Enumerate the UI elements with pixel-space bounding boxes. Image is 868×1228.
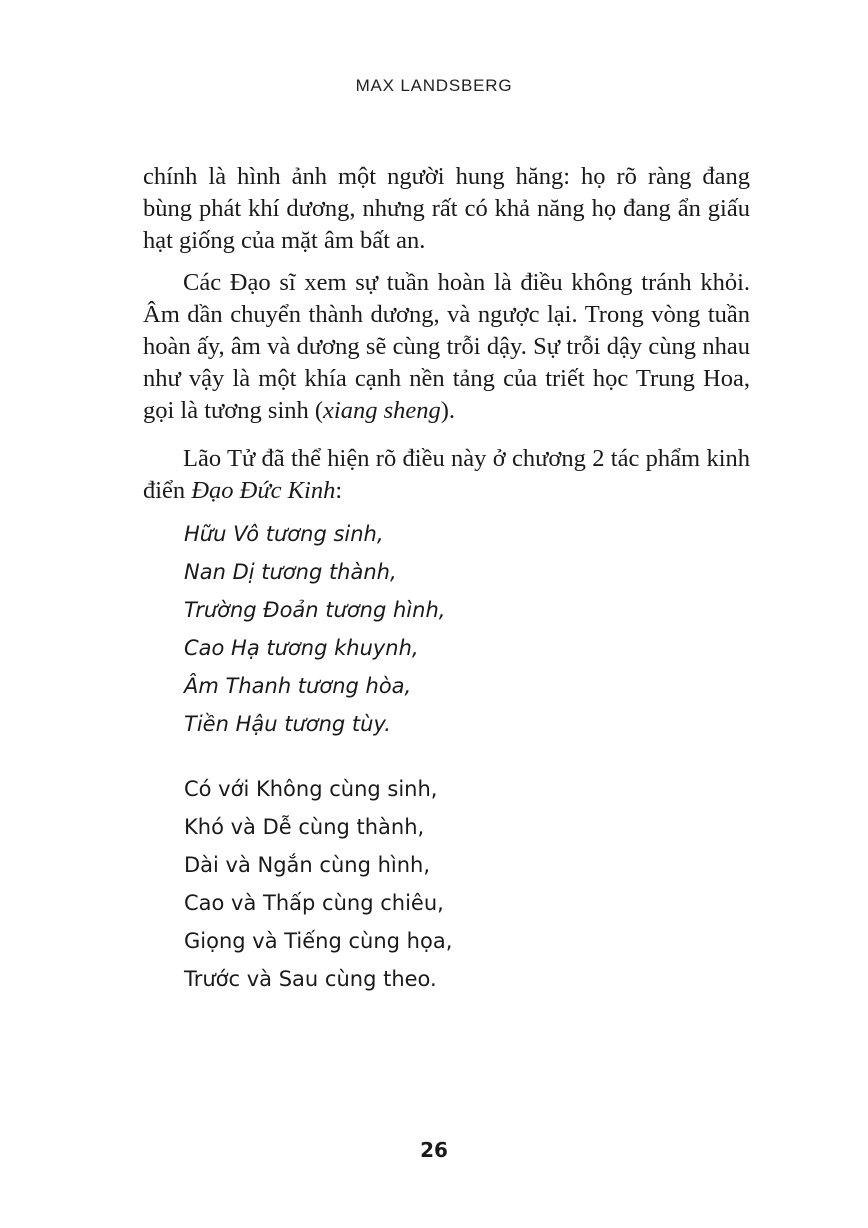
verse-translation-line: Khó và Dễ cùng thành, — [184, 815, 425, 839]
paragraph-1 — [143, 161, 750, 257]
paragraph-3-text-end: : — [335, 477, 343, 504]
verse-translation-line: Có với Không cùng sinh, — [184, 777, 438, 801]
paragraph-3-text — [143, 443, 750, 507]
paragraph-3-italic-title: Đạo Đức Kinh — [191, 477, 336, 504]
verse-original-block — [184, 515, 445, 743]
verse-translation-line: Trước và Sau cùng theo. — [184, 967, 437, 991]
verse-original-line: Hữu Vô tương sinh, — [184, 522, 384, 546]
verse-translation-line: Giọng và Tiếng cùng họa, — [184, 929, 453, 953]
verse-original-line: Tiền Hậu tương tùy. — [184, 712, 391, 736]
paragraph-2-text — [143, 267, 750, 427]
verse-original-line: Trường Đoản tương hình, — [184, 598, 446, 622]
verse-translation-line: Dài và Ngắn cùng hình, — [184, 853, 431, 877]
paragraph-1-text: chính là hình ảnh một người hung hăng: họ rõ ràng đang bùng phát khí dương, nhưng rất có khả năng họ đang ẩn giấu hạt giống của mặt âm bất an. — [143, 163, 750, 254]
verse-original-line: Cao Hạ tương khuynh, — [184, 636, 419, 660]
running-header: MAX LANDSBERG — [355, 76, 513, 95]
paragraph-2 — [143, 267, 750, 427]
page-number: 26 — [420, 1138, 448, 1162]
verse-original-line: Âm Thanh tương hòa, — [184, 674, 412, 698]
paragraph-2-italic-term: xiang sheng — [323, 397, 441, 424]
paragraph-2-text-start: Các Đạo sĩ xem sự tuần hoàn là điều không tránh khỏi. Âm dần chuyển thành dương, và ngược lại. Trong vòng tuần hoàn ấy, âm và dương sẽ cùng trỗi dậy. Sự trỗi dậy cùng nhau như vậy là một khía cạnh nền tảng của triết học Trung Hoa, gọi là tương sinh ( — [143, 269, 750, 424]
verse-translation-line: Cao và Thấp cùng chiêu, — [184, 891, 444, 915]
verse-translation-block — [184, 770, 452, 998]
paragraph-3-text-start: Lão Tử đã thể hiện rõ điều này ở chương 2 tác phẩm kinh điển — [143, 445, 750, 504]
paragraph-3 — [143, 443, 750, 507]
verse-original-line: Nan Dị tương thành, — [184, 560, 397, 584]
paragraph-2-text-end: ). — [440, 397, 456, 424]
